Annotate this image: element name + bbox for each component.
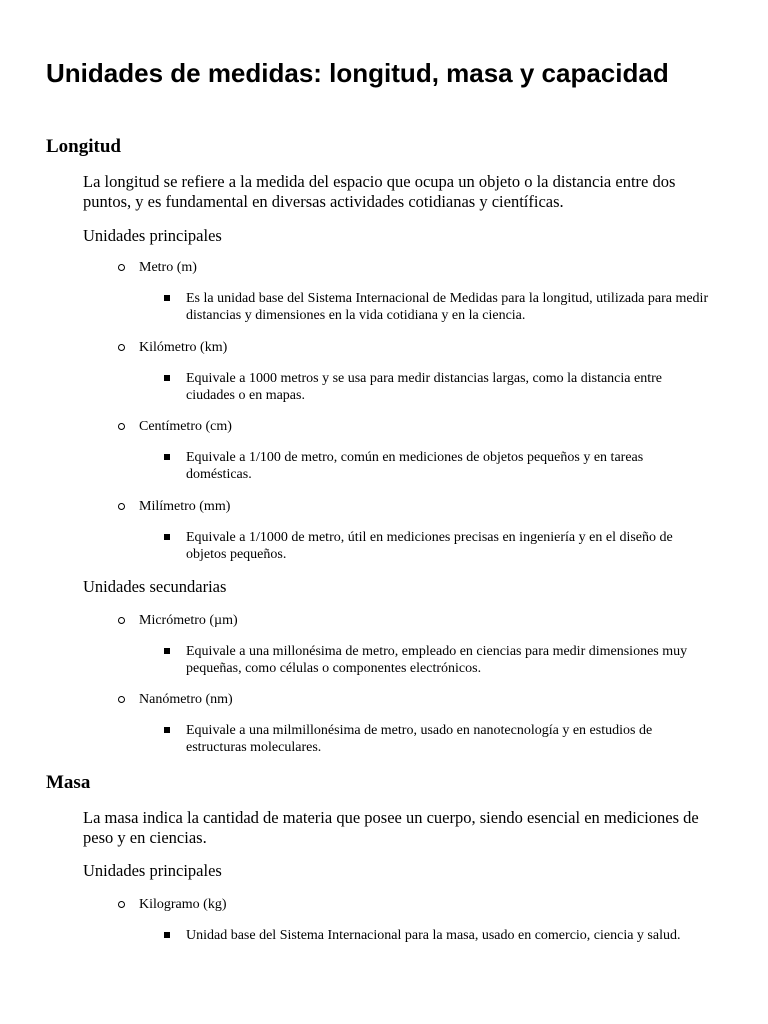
unit-description-kilometro xyxy=(164,370,709,404)
square-bullet-icon xyxy=(164,295,170,301)
longitud-secundarias-heading: Unidades secundarias xyxy=(83,577,227,596)
unit-description-text: Unidad base del Sistema Internacional para la masa, usado en comercio, ciencia y salud. xyxy=(186,928,681,943)
unit-description-kilogramo xyxy=(164,927,709,944)
unit-name: Nanómetro (nm) xyxy=(139,692,233,707)
circle-bullet-icon xyxy=(118,344,125,351)
section-heading-longitud: Longitud xyxy=(46,136,121,157)
unit-name: Kilogramo (kg) xyxy=(139,897,227,912)
page-title: Unidades de medidas: longitud, masa y capacidad xyxy=(46,58,669,88)
circle-bullet-icon xyxy=(118,696,125,703)
longitud-intro: La longitud se refiere a la medida del espacio que ocupa un objeto o la distancia entre dos puntos, y es fundamental en diversas actividades cotidianas y científicas. xyxy=(83,172,676,211)
unit-description-centimetro xyxy=(164,449,709,483)
circle-bullet-icon xyxy=(118,617,125,624)
unit-description-text: Equivale a 1000 metros y se usa para medir distancias largas, como la distancia entre ciudades o en mapas. xyxy=(186,371,662,403)
unit-name: Metro (m) xyxy=(139,260,197,275)
circle-bullet-icon xyxy=(118,423,125,430)
longitud-principales-heading: Unidades principales xyxy=(83,226,222,245)
circle-bullet-icon xyxy=(118,264,125,271)
masa-principales-heading: Unidades principales xyxy=(83,861,222,880)
unit-description-milimetro xyxy=(164,529,709,563)
unit-description-text: Equivale a 1/100 de metro, común en mediciones de objetos pequeños y en tareas domésticas. xyxy=(186,450,644,482)
unit-description-micrometro xyxy=(164,643,709,677)
unit-name: Micrómetro (µm) xyxy=(139,613,238,628)
unit-name: Centímetro (cm) xyxy=(139,419,232,434)
unit-description-metro xyxy=(164,290,709,324)
unit-name: Milímetro (mm) xyxy=(139,499,231,514)
unit-description-text: Es la unidad base del Sistema Internacional de Medidas para la longitud, utilizada para medir distancias y dimensiones en la vida cotidiana y en la ciencia. xyxy=(186,291,709,323)
square-bullet-icon xyxy=(164,932,170,938)
unit-name: Kilómetro (km) xyxy=(139,340,228,355)
unit-description-text: Equivale a 1/1000 de metro, útil en mediciones precisas en ingeniería y en el diseño de objetos pequeños. xyxy=(186,530,673,562)
square-bullet-icon xyxy=(164,454,170,460)
masa-intro: La masa indica la cantidad de materia que posee un cuerpo, siendo esencial en mediciones de peso y en ciencias. xyxy=(83,808,699,847)
square-bullet-icon xyxy=(164,534,170,540)
square-bullet-icon xyxy=(164,727,170,733)
circle-bullet-icon xyxy=(118,901,125,908)
square-bullet-icon xyxy=(164,648,170,654)
unit-description-text: Equivale a una milmillonésima de metro, usado en nanotecnología y en estudios de estructuras moleculares. xyxy=(186,723,653,755)
circle-bullet-icon xyxy=(118,503,125,510)
unit-description-text: Equivale a una millonésima de metro, empleado en ciencias para medir dimensiones muy pequeñas, como células o componentes electrónicos. xyxy=(186,644,688,676)
section-heading-masa: Masa xyxy=(46,772,91,793)
unit-description-nanometro xyxy=(164,722,709,756)
square-bullet-icon xyxy=(164,375,170,381)
